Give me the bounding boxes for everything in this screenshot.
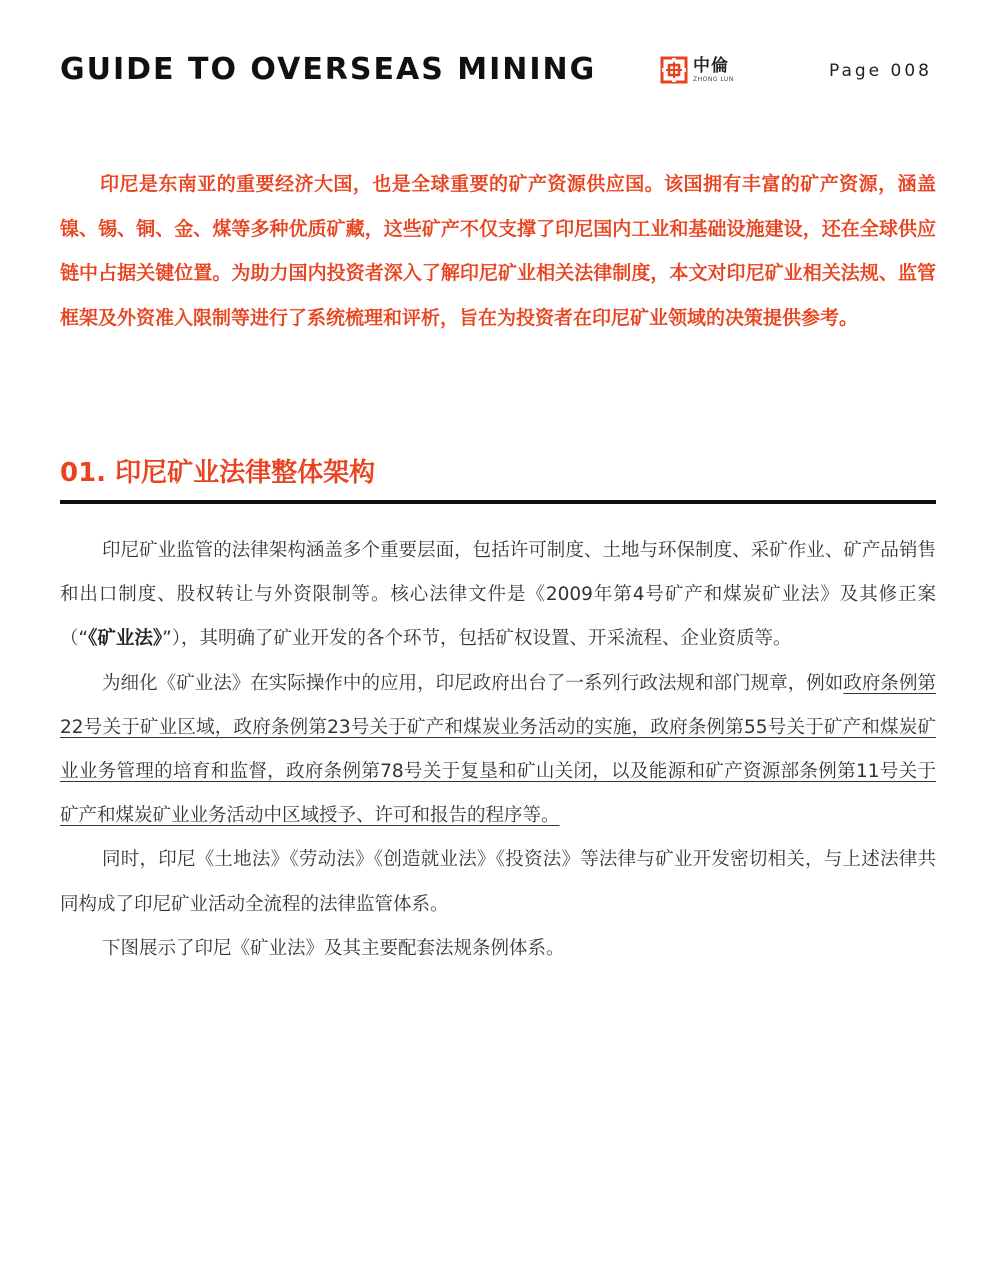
section-heading: 01. 印尼矿业法律整体架构 xyxy=(60,458,376,488)
logo-chinese-text: 中倫 xyxy=(693,55,729,76)
logo-english-text: ZHONG LUN xyxy=(693,75,734,83)
body-paragraph-4: 下图展示了印尼《矿业法》及其主要配套法规条例体系。 xyxy=(102,937,565,959)
body-text xyxy=(60,529,936,971)
zhonglun-logo-icon xyxy=(660,56,688,84)
zhonglun-logo xyxy=(660,55,734,85)
p1-text-a: 印尼矿业监管的法律架构涵盖多个重要层面，包括许可制度、土地与环保制度、采矿作业、矿产品销售和出口制度、股权转让与外资限制等。核心法律文件是《2009年第4号矿产和煤炭矿业法》及其修正案（“ xyxy=(60,540,936,650)
p1-bold-term: 《矿业法》 xyxy=(88,628,163,650)
body-paragraph-1 xyxy=(60,529,936,662)
p2-text-a: 为细化《矿业法》在实际操作中的应用，印尼政府出台了一系列行政法规和部门规章，例如 xyxy=(102,672,844,694)
section-divider xyxy=(60,500,936,504)
intro-paragraph: 印尼是东南亚的重要经济大国，也是全球重要的矿产资源供应国。该国拥有丰富的矿产资源，涵盖镍、锡、铜、金、煤等多种优质矿藏，这些矿产不仅支撑了印尼国内工业和基础设施建设，还在全球供应链中占据关键位置。为助力国内投资者深入了解印尼矿业相关法律制度，本文对印尼矿业相关法规、监管框架及外资准入限制等进行了系统梳理和评析，旨在为投资者在印尼矿业领域的决策提供参考。 xyxy=(60,173,936,329)
p1-text-b: ”），其明确了矿业开发的各个环节，包括矿权设置、开采流程、企业资质等。 xyxy=(162,628,792,650)
document-title: GUIDE TO OVERSEAS MINING xyxy=(60,52,597,87)
p2-underlined-regulations: 政府条例第22号关于矿业区域，政府条例第23号关于矿产和煤炭业务活动的实施，政府条例第55号关于矿产和煤炭矿业业务管理的培育和监督，政府条例第78号关于复垦和矿山关闭，以及能源和矿产资源部条例第11号关于矿产和煤炭矿业业务活动中区域授予、许可和报告的程序等。 xyxy=(60,672,936,827)
body-paragraph-2 xyxy=(60,662,936,839)
page-number: Page 008 xyxy=(828,61,932,81)
body-paragraph-3: 同时，印尼《土地法》《劳动法》《创造就业法》《投资法》等法律与矿业开发密切相关，与上述法律共同构成了印尼矿业活动全流程的法律监管体系。 xyxy=(60,849,936,915)
